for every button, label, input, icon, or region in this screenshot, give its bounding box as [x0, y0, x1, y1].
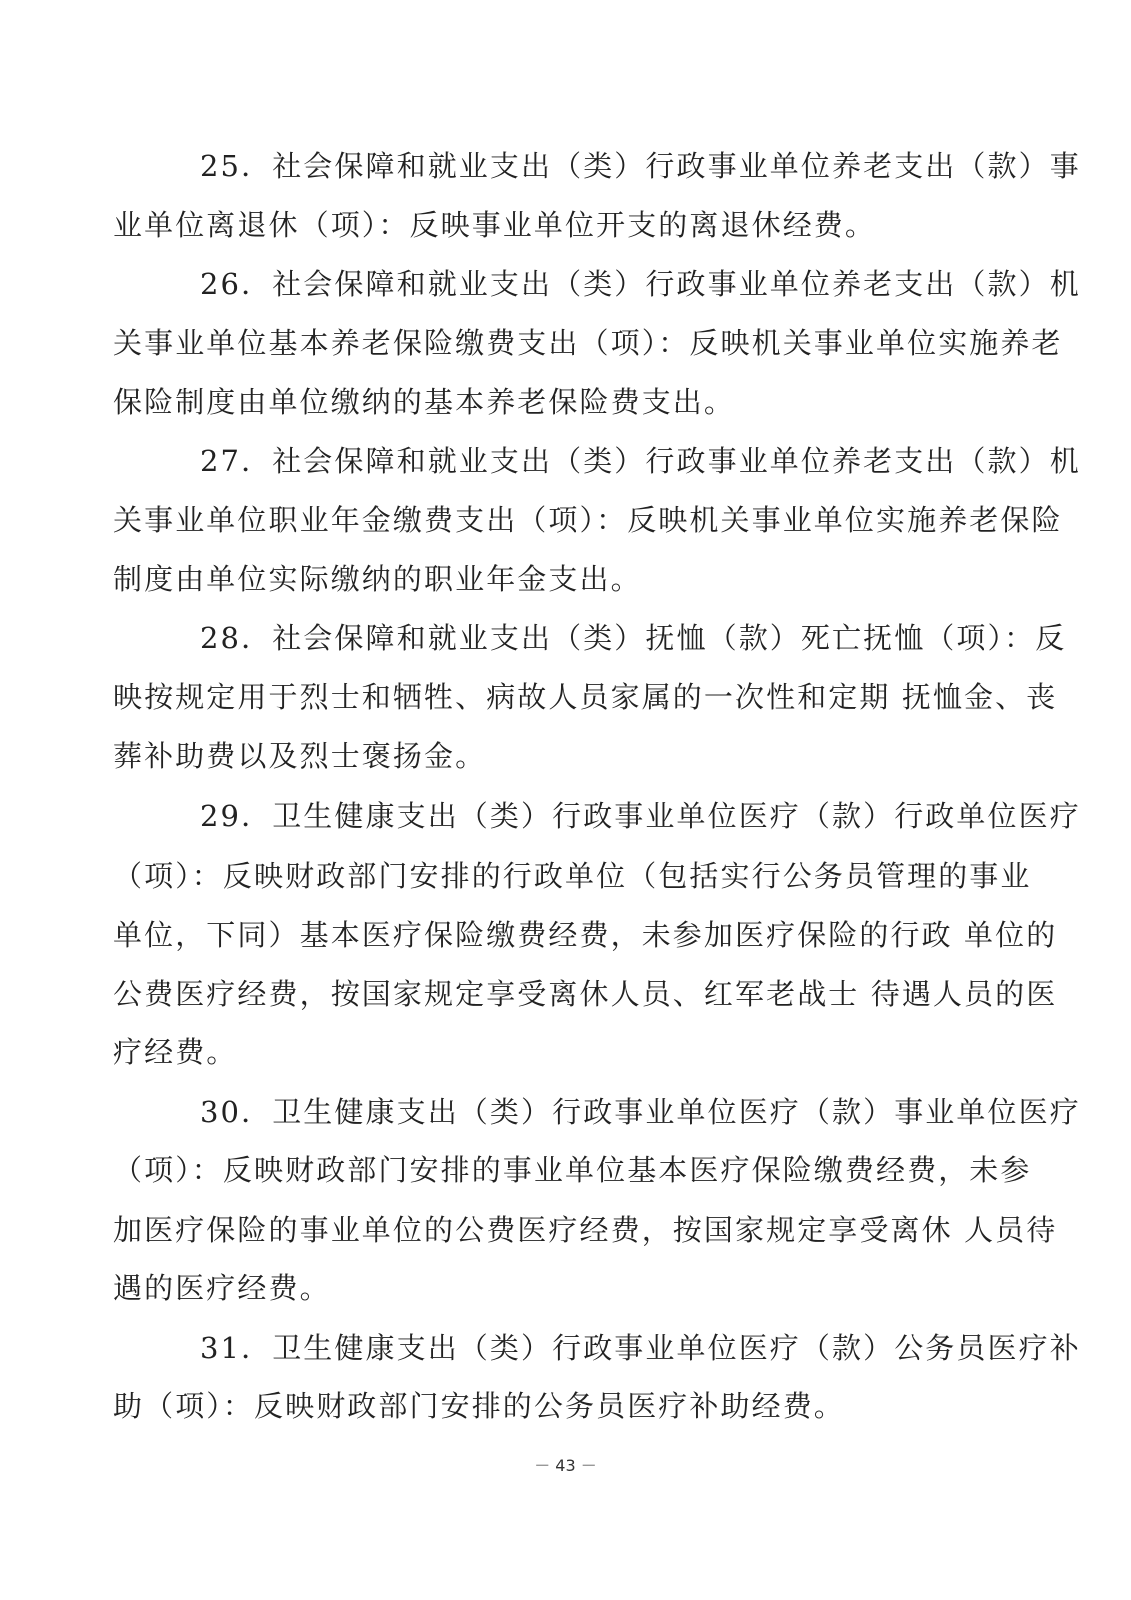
paragraph-31-line-1: 31．卫生健康支出（类）行政事业单位医疗（款）公务员医疗补: [200, 1331, 1081, 1365]
paragraph-26-line-3: 保险制度由单位缴纳的基本养老保险费支出。: [113, 385, 736, 419]
paragraph-26-line-2: 关事业单位基本养老保险缴费支出（项）：反映机关事业单位实施养老: [113, 326, 1063, 360]
paragraph-30-line-2: （项）：反映财政部门安排的事业单位基本医疗保险缴费经费，未参: [113, 1153, 1032, 1187]
paragraph-27-line-2: 关事业单位职业年金缴费支出（项）：反映机关事业单位实施养老保险: [113, 503, 1063, 537]
paragraph-28-line-1: 28．社会保障和就业支出（类）抚恤（款）死亡抚恤（项）：反: [200, 621, 1067, 655]
paragraph-25-line-2: 业单位离退休（项）：反映事业单位开支的离退休经费。: [113, 208, 877, 242]
paragraph-29-line-1: 29．卫生健康支出（类）行政事业单位医疗（款）行政单位医疗: [200, 799, 1081, 833]
paragraph-28-line-3: 葬补助费以及烈士褒扬金。: [113, 739, 487, 773]
paragraph-28-line-2: 映按规定用于烈士和牺牲、病故人员家属的一次性和定期 抚恤金、丧: [113, 680, 1058, 714]
paragraph-31-line-2: 助（项）：反映财政部门安排的公务员医疗补助经费。: [113, 1389, 845, 1423]
paragraph-29-line-3: 单位，下同）基本医疗保险缴费经费，未参加医疗保险的行政 单位的: [113, 918, 1058, 952]
page-number: － 43 －: [534, 1456, 597, 1475]
paragraph-26-line-1: 26．社会保障和就业支出（类）行政事业单位养老支出（款）机: [200, 267, 1081, 301]
paragraph-27-line-1: 27．社会保障和就业支出（类）行政事业单位养老支出（款）机: [200, 444, 1081, 478]
paragraph-27-line-3: 制度由单位实际缴纳的职业年金支出。: [113, 562, 642, 596]
paragraph-29-line-4: 公费医疗经费，按国家规定享受离休人员、红军老战士 待遇人员的医: [113, 977, 1058, 1011]
paragraph-30-line-4: 遇的医疗经费。: [113, 1271, 331, 1305]
paragraph-30-line-1: 30．卫生健康支出（类）行政事业单位医疗（款）事业单位医疗: [200, 1095, 1081, 1129]
paragraph-25-line-1: 25．社会保障和就业支出（类）行政事业单位养老支出（款）事: [200, 149, 1081, 183]
paragraph-29-line-5: 疗经费。: [113, 1035, 238, 1069]
paragraph-29-line-2: （项）：反映财政部门安排的行政单位（包括实行公务员管理的事业: [113, 859, 1032, 893]
paragraph-30-line-3: 加医疗保险的事业单位的公费医疗经费，按国家规定享受离休 人员待: [113, 1213, 1058, 1247]
